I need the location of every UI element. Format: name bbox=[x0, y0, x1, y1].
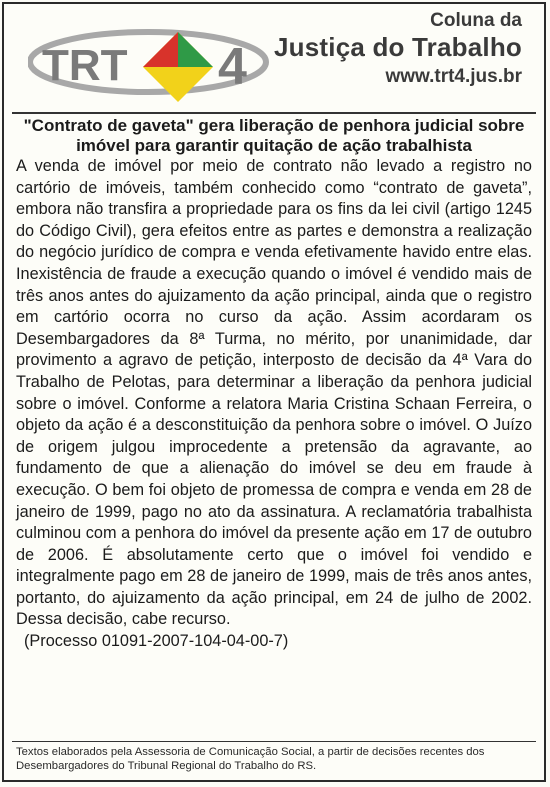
process-number: (Processo 01091-2007-104-04-00-7) bbox=[24, 632, 289, 651]
column-name: Justiça do Trabalho bbox=[274, 32, 522, 62]
footer-note: Textos elaborados pela Assessoria de Comunicação Social, a partir de decisões recentes dos Desembargadores do Tribunal Regional do Trabalho do RS. bbox=[16, 746, 485, 772]
logo-number: 4 bbox=[218, 38, 247, 96]
trt4-logo bbox=[28, 22, 278, 107]
header-divider bbox=[12, 112, 536, 114]
website-link[interactable]: www.trt4.jus.br bbox=[385, 66, 522, 87]
column-kicker: Coluna da bbox=[430, 10, 522, 31]
newspaper-column bbox=[2, 2, 546, 782]
footer-divider bbox=[12, 741, 536, 742]
column-header bbox=[4, 4, 544, 114]
logo-letters: TRT bbox=[42, 41, 128, 90]
column-title-block bbox=[274, 10, 522, 90]
article-body: A venda de imóvel por meio de contrato não levado a registro no cartório de imóveis, também conhecido como “contrato de gaveta”, embora não transfira a propriedade para os fins da lei civil (artigo 1245 do Código Civil), gera efeitos entre as partes e demonstra a realização do negócio jurídico de compra e venda efetivamente havido entre elas. Inexistência de fraude a execução quando o imóvel é vendido mais de três anos antes do ajuizamento da ação principal, ainda que o registro em cartório ocorra no curso da ação. Assim acordaram os Desembargadores da 8ª Turma, no mérito, por unanimidade, dar provimento a agravo de petição, interposto de decisão da 4ª Vara do Trabalho de Pelotas, para determinar a liberação da penhora judicial sobre o imóvel. Conforme a relatora Maria Cristina Schaan Ferreira, o objeto da ação é a desconstituição da penhora sobre o imóvel. O Juízo de origem julgou improcedente a pretensão da agravante, ao fundamento de que a alienação do imóvel se deu em fraude à execução. O bem foi objeto de promessa de compra e venda em 28 de janeiro de 1999, pago no ato da assinatura. A reclamatória trabalhista culminou com a penhora do imóvel da presente ação em 17 de outubro de 2006. É absolutamente certo que o imóvel foi vendido e integralmente pago em 28 de janeiro de 1999, mais de três anos antes, portanto, do ajuizamento da ação principal, em 24 de julho de 2002. Dessa decisão, cabe recurso. bbox=[16, 157, 532, 629]
article bbox=[16, 116, 532, 653]
article-headline: "Contrato de gaveta" gera liberação de penhora judicial sobre imóvel para garantir quitação de ação trabalhista bbox=[23, 116, 525, 155]
